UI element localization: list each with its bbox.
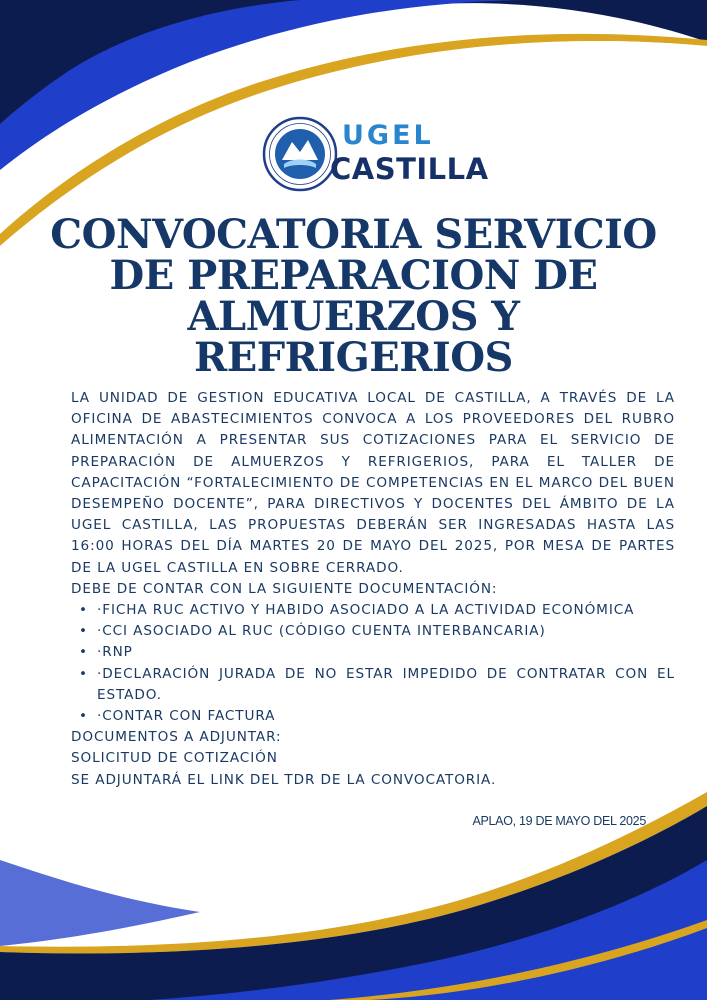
requirements-heading: DEBE DE CONTAR CON LA SIGUIENTE DOCUMENTACIÓN: — [71, 580, 498, 597]
attachment-item: SOLICITUD DE COTIZACIÓN — [71, 750, 278, 767]
logo-castilla-text: CASTILLA — [330, 152, 489, 186]
list-item: • ·CONTAR CON FACTURA — [97, 706, 675, 727]
intro-paragraph: LA UNIDAD DE GESTION EDUCATIVA LOCAL DE CASTILLA, A TRAVÉS DE LA OFICINA DE ABASTECIMIENTOS CONVOCA A LOS PROVEEDORES DEL RUBRO ALIMENTACIÓN A PRESENTAR SUS COTIZACIONES PARA EL SERVICIO DE PREPARACIÓN DE ALMUERZOS Y REFRIGERIOS, PARA EL TALLER DE CAPACITACIÓN “FORTALECIMIENTO DE COMPETENCIAS EN EL MARCO DEL BUEN DESEMPEÑO DOCENTE”, PARA DIRECTIVOS Y DOCENTES DEL ÁMBITO DE LA UGEL CASTILLA, LAS PROPUESTAS DEBERÁN SER INGRESADAS HASTA LAS 16:00 HORAS DEL DÍA MARTES 20 DE MAYO DEL 2025, POR MESA DE PARTES DE LA UGEL CASTILLA EN SOBRE CERRADO. — [71, 390, 675, 576]
ugel-seal-icon — [262, 116, 338, 192]
attachments-heading: DOCUMENTOS A ADJUNTAR: — [71, 729, 282, 746]
logo-ugel-text: UGEL — [342, 120, 434, 151]
list-item: • ·RNP — [97, 642, 675, 663]
date-line: APLAO, 19 DE MAYO DEL 2025 — [472, 814, 646, 828]
list-item: • ·FICHA RUC ACTIVO Y HABIDO ASOCIADO A LA ACTIVIDAD ECONÓMICA — [97, 600, 675, 621]
requirements-list — [71, 600, 675, 727]
tdr-note: SE ADJUNTARÁ EL LINK DEL TDR DE LA CONVOCATORIA. — [71, 771, 497, 788]
list-item: • ·CCI ASOCIADO AL RUC (CÓDIGO CUENTA INTERBANCARIA) — [97, 621, 675, 642]
page-title: CONVOCATORIA SERVICIO DE PREPARACION DE ALMUERZOS Y REFRIGERIOS — [50, 211, 657, 381]
list-item: • ·DECLARACIÓN JURADA DE NO ESTAR IMPEDIDO DE CONTRATAR CON EL ESTADO. — [97, 664, 675, 706]
ugel-castilla-logo — [262, 108, 489, 193]
announcement-body — [71, 388, 675, 791]
